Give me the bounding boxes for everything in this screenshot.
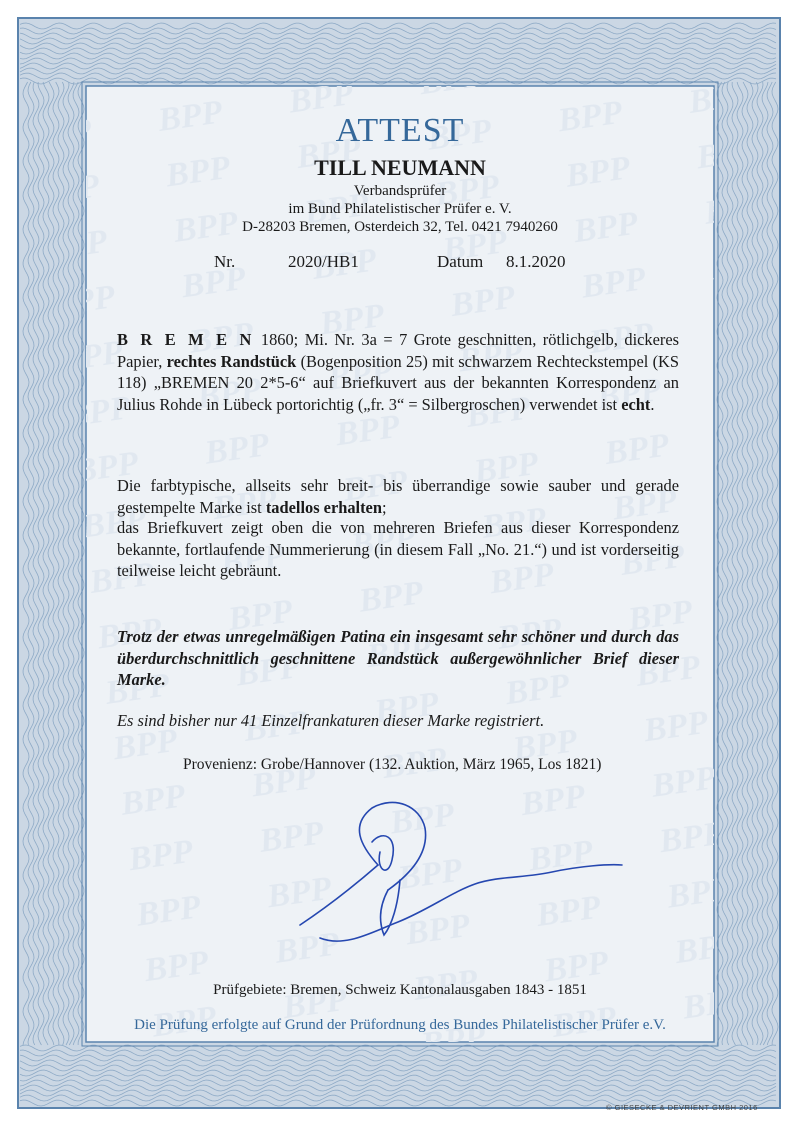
nr-label: Nr. bbox=[214, 252, 236, 271]
stamp-issue: B R E M E N bbox=[117, 330, 255, 349]
paragraph-envelope: das Briefkuvert zeigt oben die von mehreren Briefen aus dieser Korrespondenz bekannte, fortlaufende Nummerierung (in diesem Fall „No. 21.“) und ist vorderseitig teilweise leicht gebräunt. bbox=[117, 518, 679, 580]
provenance: Provenienz: Grobe/Hannover (132. Auktion, März 1965, Los 1821) bbox=[183, 756, 602, 773]
paragraph-summary: Trotz der etwas unregelmäßigen Patina ein insgesamt sehr schöner und durch das überdurchschnittlich geschnittene Randstück außergewöhnlicher Brief dieser Marke. bbox=[117, 627, 679, 689]
condition-verdict: tadellos erhalten bbox=[265, 497, 382, 517]
description-part-2: (Bogenposition 25) mit schwarzem Rechteckstempel (KS 118) „BREMEN 20 2*5-6“ auf Briefkuvert aus der bekannten Korrespondenz an Julius Rohde in Lübeck portorichtig („fr. 3“ = Silbergroschen) verwendet ist bbox=[117, 351, 679, 414]
date-value: 8.1.2020 bbox=[506, 252, 566, 271]
examiner-role: Verbandsprüfer bbox=[353, 183, 447, 199]
description-part-1: 1860; Mi. Nr. 3a = 7 Grote geschnitten, rötlichgelb, dickeres Papier, bbox=[117, 330, 679, 371]
condition-end: ; bbox=[381, 497, 387, 517]
paragraph-condition bbox=[117, 475, 679, 518]
paragraph-description bbox=[117, 329, 679, 415]
examination-regulation: Die Prüfung erfolgte auf Grund der Prüfordnung des Bundes Philatelistischer Prüfer e.V. bbox=[134, 1017, 666, 1033]
description-end: . bbox=[650, 394, 655, 414]
margin-piece-highlight: rechtes Randstück bbox=[166, 351, 297, 371]
printer-credit: © GIESECKE & DEVRIENT GMBH 2016 bbox=[606, 1103, 758, 1112]
nr-value: 2020/HB1 bbox=[288, 252, 359, 271]
condition-part-1: Die farbtypische, allseits sehr breit- bis überrandige sowie sauber und gerade gestempelte Marke ist bbox=[117, 476, 679, 517]
genuine-verdict: echt bbox=[621, 394, 651, 414]
examiner-address: D-28203 Bremen, Osterdeich 32, Tel. 0421 7940260 bbox=[242, 219, 558, 235]
date-label: Datum bbox=[437, 252, 484, 271]
paragraph-registered: Es sind bisher nur 41 Einzelfrankaturen dieser Marke registriert. bbox=[117, 711, 545, 730]
document-title: ATTEST bbox=[335, 112, 465, 149]
examiner-name: TILL NEUMANN bbox=[314, 155, 486, 180]
association-name: im Bund Philatelistischer Prüfer e. V. bbox=[288, 201, 512, 217]
examination-fields: Prüfgebiete: Bremen, Schweiz Kantonalausgaben 1843 - 1851 bbox=[213, 982, 587, 998]
